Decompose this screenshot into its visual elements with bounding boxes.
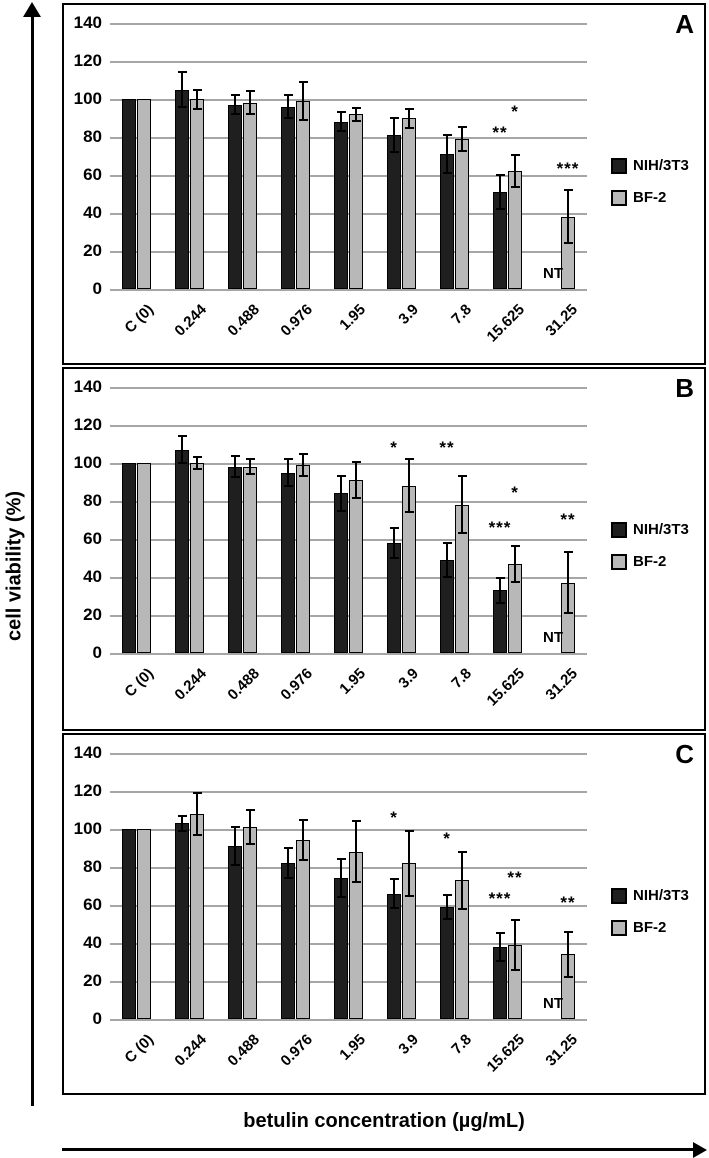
error-bar	[196, 90, 198, 109]
y-tick-label: 40	[83, 567, 102, 586]
significance-stars: **	[507, 868, 523, 888]
significance-stars: *	[390, 807, 398, 827]
error-bar-cap-top	[390, 527, 399, 529]
y-tick-label: 60	[83, 529, 102, 548]
error-bar-cap-top	[193, 89, 202, 91]
error-bar-cap-bottom	[178, 830, 187, 832]
x-tick-label: 1.95	[335, 1031, 369, 1064]
gridline-120	[110, 425, 587, 427]
error-bar-cap-bottom	[246, 113, 255, 115]
bar-nih-3t3	[334, 878, 348, 1019]
y-tick-label: 60	[83, 165, 102, 184]
y-tick-label: 40	[83, 203, 102, 222]
not-tested-label: NT	[543, 629, 563, 646]
gridline-0	[110, 289, 587, 291]
x-tick-label: C (0)	[120, 665, 157, 701]
x-tick-label: 0.244	[170, 301, 210, 340]
error-bar-cap-bottom	[496, 602, 505, 604]
y-tick-label: 120	[73, 415, 102, 434]
x-tick-label: 0.488	[223, 665, 263, 704]
bar-bf2	[349, 480, 363, 653]
error-bar-cap-bottom	[352, 120, 361, 122]
significance-stars: **	[560, 510, 576, 529]
y-tick-label: 100	[73, 453, 102, 472]
panel-b	[62, 367, 706, 731]
error-bar	[340, 859, 342, 897]
legend-swatch-nih-3t3	[611, 158, 627, 174]
legend	[611, 157, 689, 221]
error-bar-cap-bottom	[337, 130, 346, 132]
error-bar	[287, 848, 289, 878]
legend-label-nih-3t3: NIH/3T3	[633, 887, 689, 904]
error-bar-cap-bottom	[231, 113, 240, 115]
x-axis-arrow-head-icon	[693, 1142, 707, 1158]
y-tick-label: 80	[83, 857, 102, 876]
bar-nih-3t3	[387, 135, 401, 289]
panel-c	[62, 733, 706, 1095]
y-tick-label: 0	[92, 1009, 102, 1028]
error-bar-cap-top	[458, 475, 467, 477]
bar-nih-3t3	[334, 493, 348, 653]
bar-nih-3t3	[175, 823, 189, 1019]
x-tick-label: 0.488	[223, 301, 263, 340]
error-bar-cap-bottom	[390, 557, 399, 559]
error-bar-cap-top	[337, 111, 346, 113]
error-bar-cap-top	[246, 90, 255, 92]
bar-bf2	[243, 827, 257, 1019]
y-tick-label: 100	[73, 819, 102, 838]
error-bar-cap-top	[231, 455, 240, 457]
error-bar	[340, 112, 342, 131]
legend-swatch-bf-2	[611, 920, 627, 936]
bar-nih-3t3	[281, 107, 295, 289]
x-tick-label: 7.8	[447, 665, 475, 692]
error-bar	[302, 820, 304, 860]
error-bar-cap-top	[284, 847, 293, 849]
error-bar-cap-top	[246, 458, 255, 460]
error-bar	[567, 932, 569, 978]
error-bar-cap-bottom	[193, 468, 202, 470]
legend-item-nih-3t3	[611, 157, 689, 174]
error-bar-cap-bottom	[284, 877, 293, 879]
bar-nih-3t3	[175, 90, 189, 290]
error-bar	[446, 135, 448, 173]
error-bar-cap-bottom	[458, 150, 467, 152]
x-tick-label: 31.25	[541, 301, 581, 340]
significance-stars: **	[492, 123, 508, 143]
x-tick-label: C (0)	[120, 301, 157, 337]
error-bar-cap-bottom	[178, 106, 187, 108]
significance-stars: **	[560, 893, 576, 913]
error-bar	[234, 95, 236, 114]
error-bar-cap-top	[284, 458, 293, 460]
legend-label-bf-2: BF-2	[633, 189, 667, 206]
error-bar-cap-top	[511, 154, 520, 156]
error-bar	[249, 91, 251, 114]
panel-label-b: B	[675, 373, 694, 403]
y-tick-label: 120	[73, 51, 102, 70]
x-tick-label: 1.95	[335, 665, 369, 698]
error-bar-cap-bottom	[443, 918, 452, 920]
error-bar-cap-bottom	[299, 475, 308, 477]
error-bar-cap-top	[443, 894, 452, 896]
error-bar-cap-bottom	[458, 908, 467, 910]
error-bar-cap-top	[443, 542, 452, 544]
error-bar-cap-top	[193, 456, 202, 458]
error-bar-cap-bottom	[352, 497, 361, 499]
error-bar-cap-top	[178, 71, 187, 73]
x-tick-label: 3.9	[394, 301, 422, 328]
error-bar-cap-top	[443, 134, 452, 136]
y-tick-label: 0	[92, 643, 102, 662]
error-bar-cap-bottom	[337, 510, 346, 512]
error-bar-cap-bottom	[564, 976, 573, 978]
gridline-0	[110, 653, 587, 655]
error-bar-cap-bottom	[337, 896, 346, 898]
legend	[611, 887, 689, 951]
gridline-140	[110, 387, 587, 389]
x-tick-label: 1.95	[335, 301, 369, 334]
bar-bf2	[243, 467, 257, 653]
error-bar	[287, 95, 289, 118]
panel-a	[62, 3, 706, 365]
bar-bf2	[349, 114, 363, 289]
error-bar-cap-top	[178, 435, 187, 437]
legend-swatch-bf-2	[611, 554, 627, 570]
error-bar-cap-top	[496, 577, 505, 579]
error-bar	[302, 82, 304, 120]
y-tick-label: 140	[73, 377, 102, 396]
error-bar-cap-bottom	[231, 864, 240, 866]
y-tick-label: 140	[73, 743, 102, 762]
x-tick-label: 0.976	[276, 301, 316, 340]
legend-label-nih-3t3: NIH/3T3	[633, 521, 689, 538]
error-bar-cap-top	[337, 475, 346, 477]
significance-stars: *	[511, 102, 519, 122]
bar-bf2	[137, 463, 151, 653]
error-bar-cap-top	[564, 551, 573, 553]
error-bar-cap-bottom	[299, 119, 308, 121]
error-bar-cap-top	[405, 458, 414, 460]
bar-bf2	[243, 103, 257, 289]
bar-nih-3t3	[122, 99, 136, 289]
error-bar-cap-bottom	[246, 843, 255, 845]
error-bar-cap-top	[458, 126, 467, 128]
legend-label-bf-2: BF-2	[633, 919, 667, 936]
error-bar	[567, 552, 569, 613]
error-bar	[408, 109, 410, 128]
error-bar-cap-bottom	[458, 532, 467, 534]
significance-stars: *	[443, 828, 451, 848]
bar-nih-3t3	[440, 154, 454, 289]
error-bar-cap-top	[390, 878, 399, 880]
error-bar-cap-top	[246, 809, 255, 811]
error-bar	[499, 175, 501, 209]
x-tick-label: 3.9	[394, 1031, 422, 1058]
error-bar	[461, 852, 463, 909]
error-bar	[234, 456, 236, 477]
bar-nih-3t3	[175, 450, 189, 653]
error-bar-cap-top	[193, 792, 202, 794]
x-tick-label: 0.976	[276, 665, 316, 704]
error-bar-cap-bottom	[564, 242, 573, 244]
error-bar	[181, 436, 183, 463]
gridline-0	[110, 1019, 587, 1021]
bar-bf2	[296, 840, 310, 1019]
bar-bf2	[508, 171, 522, 289]
error-bar-cap-top	[178, 815, 187, 817]
y-tick-label: 80	[83, 127, 102, 146]
bar-bf2	[402, 118, 416, 289]
error-bar-cap-bottom	[299, 859, 308, 861]
error-bar-cap-bottom	[496, 960, 505, 962]
error-bar-cap-top	[458, 851, 467, 853]
error-bar-cap-bottom	[231, 476, 240, 478]
legend-label-bf-2: BF-2	[633, 553, 667, 570]
error-bar-cap-top	[405, 108, 414, 110]
y-tick-label: 20	[83, 241, 102, 260]
error-bar	[340, 476, 342, 510]
significance-stars: *	[511, 483, 519, 503]
legend-swatch-bf-2	[611, 190, 627, 206]
error-bar-cap-bottom	[193, 108, 202, 110]
error-bar	[499, 933, 501, 962]
error-bar	[461, 476, 463, 533]
error-bar	[514, 920, 516, 969]
error-bar-cap-bottom	[390, 907, 399, 909]
error-bar-cap-bottom	[178, 462, 187, 464]
bar-nih-3t3	[281, 473, 295, 654]
error-bar-cap-bottom	[405, 895, 414, 897]
x-tick-label: 0.488	[223, 1031, 263, 1070]
error-bar-cap-top	[511, 545, 520, 547]
error-bar	[499, 578, 501, 603]
legend-label-nih-3t3: NIH/3T3	[633, 157, 689, 174]
bar-bf2	[455, 139, 469, 289]
y-tick-label: 140	[73, 13, 102, 32]
error-bar	[461, 127, 463, 152]
error-bar-cap-top	[352, 820, 361, 822]
error-bar-cap-bottom	[511, 969, 520, 971]
error-bar-cap-top	[511, 919, 520, 921]
error-bar-cap-bottom	[284, 117, 293, 119]
significance-stars: ***	[488, 517, 512, 537]
bar-nih-3t3	[228, 105, 242, 289]
error-bar	[196, 793, 198, 835]
error-bar	[514, 546, 516, 582]
y-tick-label: 20	[83, 605, 102, 624]
error-bar-cap-bottom	[443, 172, 452, 174]
error-bar-cap-bottom	[511, 581, 520, 583]
bar-nih-3t3	[228, 846, 242, 1019]
error-bar-cap-bottom	[284, 485, 293, 487]
x-tick-label: 15.625	[483, 1031, 528, 1076]
bar-bf2	[190, 99, 204, 289]
panel-label-c: C	[675, 739, 694, 769]
panel-label-a: A	[675, 9, 694, 39]
error-bar-cap-bottom	[193, 834, 202, 836]
legend-item-bf-2	[611, 553, 689, 570]
y-axis-arrow-head-icon	[23, 2, 41, 17]
error-bar-cap-bottom	[405, 127, 414, 129]
significance-stars: ***	[488, 889, 512, 909]
legend-item-nih-3t3	[611, 521, 689, 538]
error-bar-cap-bottom	[405, 511, 414, 513]
legend-swatch-nih-3t3	[611, 888, 627, 904]
error-bar-cap-top	[299, 453, 308, 455]
x-axis-arrow-shaft	[62, 1148, 695, 1151]
error-bar	[567, 190, 569, 243]
error-bar-cap-bottom	[443, 576, 452, 578]
x-tick-label: C (0)	[120, 1031, 157, 1067]
error-bar	[249, 810, 251, 844]
error-bar-cap-top	[299, 81, 308, 83]
error-bar-cap-top	[231, 94, 240, 96]
bar-bf2	[190, 814, 204, 1019]
error-bar-cap-bottom	[390, 151, 399, 153]
error-bar	[234, 827, 236, 865]
x-tick-label: 0.244	[170, 1031, 210, 1070]
y-tick-label: 120	[73, 781, 102, 800]
bar-nih-3t3	[281, 863, 295, 1019]
bar-bf2	[137, 99, 151, 289]
x-tick-label: 0.244	[170, 665, 210, 704]
y-tick-label: 0	[92, 279, 102, 298]
error-bar-cap-bottom	[496, 208, 505, 210]
error-bar	[393, 528, 395, 558]
y-tick-label: 20	[83, 971, 102, 990]
bar-bf2	[190, 463, 204, 653]
error-bar	[249, 459, 251, 474]
error-bar-cap-top	[231, 826, 240, 828]
x-tick-label: 7.8	[447, 301, 475, 328]
legend-item-nih-3t3	[611, 887, 689, 904]
y-axis-arrow-shaft	[31, 14, 34, 1106]
bar-bf2	[296, 101, 310, 289]
error-bar-cap-top	[496, 932, 505, 934]
y-tick-label: 60	[83, 895, 102, 914]
error-bar	[408, 459, 410, 512]
not-tested-label: NT	[543, 995, 563, 1012]
bar-bf2	[296, 465, 310, 653]
error-bar-cap-top	[352, 107, 361, 109]
bar-nih-3t3	[228, 467, 242, 653]
error-bar-cap-top	[299, 819, 308, 821]
error-bar-cap-bottom	[352, 881, 361, 883]
error-bar	[393, 118, 395, 152]
error-bar-cap-bottom	[511, 186, 520, 188]
error-bar-cap-bottom	[246, 473, 255, 475]
x-axis-title: betulin concentration (µg/mL)	[243, 1110, 525, 1132]
legend-swatch-nih-3t3	[611, 522, 627, 538]
not-tested-label: NT	[543, 265, 563, 282]
error-bar-cap-top	[564, 189, 573, 191]
y-tick-label: 80	[83, 491, 102, 510]
error-bar	[393, 879, 395, 908]
error-bar	[446, 895, 448, 920]
x-tick-label: 3.9	[394, 665, 422, 692]
error-bar	[181, 816, 183, 831]
bar-nih-3t3	[387, 543, 401, 653]
error-bar-cap-top	[390, 117, 399, 119]
x-tick-label: 31.25	[541, 1031, 581, 1070]
error-bar	[302, 454, 304, 477]
error-bar	[287, 459, 289, 486]
y-tick-label: 100	[73, 89, 102, 108]
y-axis-title: cell viability (%)	[3, 490, 26, 642]
y-tick-label: 40	[83, 933, 102, 952]
error-bar	[355, 108, 357, 121]
error-bar-cap-top	[564, 931, 573, 933]
legend-item-bf-2	[611, 919, 689, 936]
legend-item-bf-2	[611, 189, 689, 206]
bar-nih-3t3	[387, 894, 401, 1019]
x-tick-label: 0.976	[276, 1031, 316, 1070]
gridline-120	[110, 791, 587, 793]
error-bar-cap-top	[337, 858, 346, 860]
gridline-120	[110, 61, 587, 63]
error-bar-cap-top	[284, 94, 293, 96]
significance-stars: ***	[556, 159, 580, 179]
bar-bf2	[137, 829, 151, 1019]
gridline-140	[110, 753, 587, 755]
bar-nih-3t3	[440, 907, 454, 1019]
error-bar	[408, 831, 410, 896]
bar-nih-3t3	[122, 463, 136, 653]
error-bar-cap-top	[405, 830, 414, 832]
error-bar	[181, 72, 183, 106]
x-tick-label: 7.8	[447, 1031, 475, 1058]
error-bar	[446, 543, 448, 577]
significance-stars: **	[439, 437, 455, 457]
gridline-140	[110, 23, 587, 25]
error-bar-cap-top	[352, 461, 361, 463]
bar-nih-3t3	[334, 122, 348, 289]
significance-stars: *	[390, 437, 398, 457]
error-bar-cap-top	[496, 174, 505, 176]
error-bar-cap-bottom	[564, 612, 573, 614]
x-tick-label: 31.25	[541, 665, 581, 704]
bar-nih-3t3	[122, 829, 136, 1019]
error-bar	[514, 155, 516, 187]
error-bar	[355, 462, 357, 498]
x-tick-label: 15.625	[483, 665, 528, 710]
error-bar	[355, 821, 357, 882]
x-tick-label: 15.625	[483, 301, 528, 346]
legend	[611, 521, 689, 585]
